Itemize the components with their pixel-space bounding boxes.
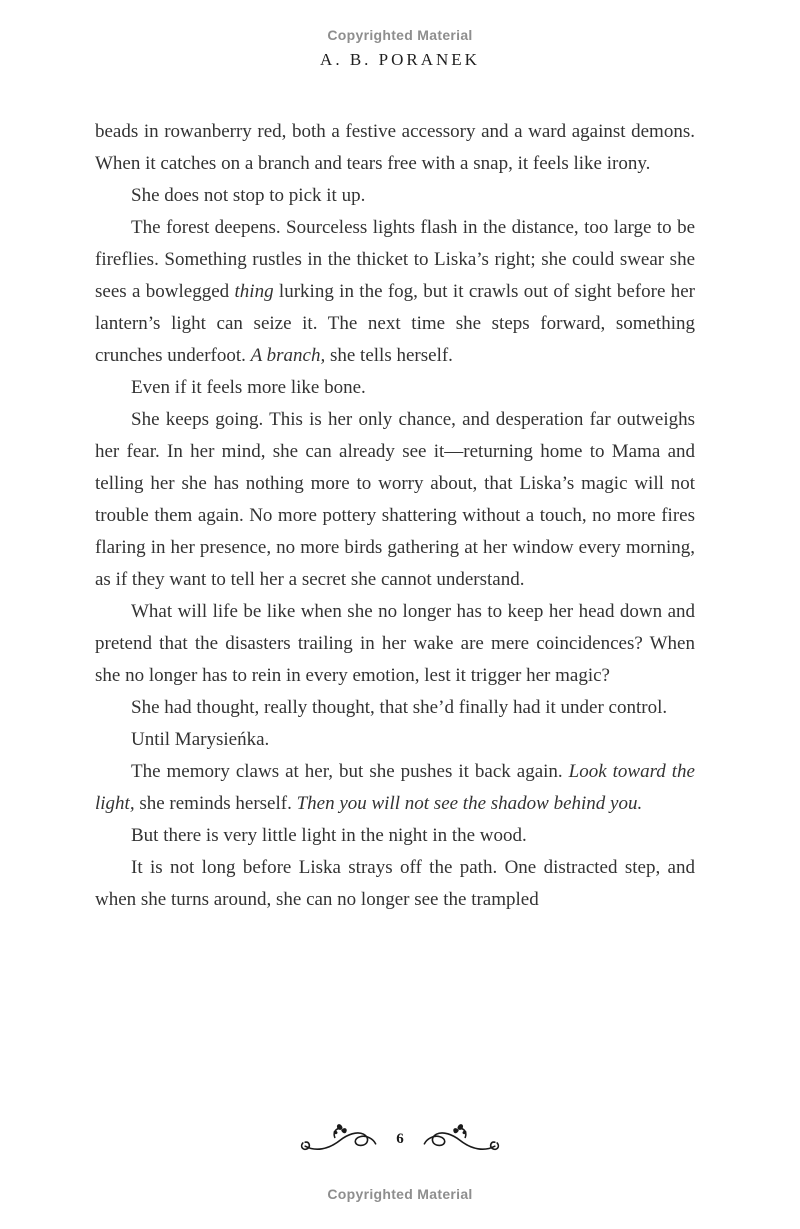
text-run: She had thought, really thought, that she’d finally had it under control. [131, 697, 668, 718]
text-run: Until Marysieńka. [131, 729, 270, 750]
author-name: A. B. PORANEK [320, 50, 480, 69]
bottom-copyright-notice: Copyrighted Material [327, 1186, 473, 1202]
text-run: lurking in the fog, but it crawls out of sight before her lantern’s light can seize it. The next time she steps forward, something crunches underfoot. [95, 281, 695, 366]
paragraph [95, 116, 695, 180]
paragraph [95, 596, 695, 692]
paragraph [95, 852, 695, 916]
text-run: She keeps going. This is her only chance, and desperation far outweighs her fear. In her mind, she can already see it—returning home to Mama and telling her she has nothing more to worry about, that Liska’s magic will not trouble them again. No more pottery shattering without a touch, no more fires flaring in her presence, no more birds gathering at her window every morning, as if they want to tell her a secret she cannot understand. [95, 409, 695, 590]
text-run: But there is very little light in the night in the wood. [131, 825, 527, 846]
text-run: beads in rowanberry red, both a festive accessory and a ward against demons. When it catches on a branch and tears free with a snap, it feels like irony. [95, 121, 695, 174]
italic-text-run: Look toward the light, [95, 761, 695, 814]
text-run: she reminds herself. [134, 793, 297, 814]
text-run: Even if it feels more like bone. [131, 377, 366, 398]
paragraph [95, 404, 695, 596]
page-number: 6 [396, 1130, 404, 1147]
footer-ornament [0, 1122, 800, 1156]
text-run: What will life be like when she no longer has to keep her head down and pretend that the disasters trailing in her wake are mere coincidences? When she no longer has to rein in every emotion, lest it trigger her magic? [95, 601, 695, 686]
paragraph [95, 372, 695, 404]
italic-text-run: thing [234, 281, 274, 302]
text-run: The memory claws at her, but she pushes it back again. [131, 761, 569, 782]
text-run: The forest deepens. Sourceless lights flash in the distance, too large to be fireflies. Something rustles in the thicket to Liska’s right; she could swear she sees a bowlegged [95, 217, 695, 302]
paragraph [95, 212, 695, 372]
paragraph [95, 724, 695, 756]
flourish-right-icon [422, 1122, 502, 1156]
paragraph [95, 180, 695, 212]
flourish-left-icon [298, 1122, 378, 1156]
paragraph [95, 756, 695, 820]
text-run: she tells herself. [325, 345, 453, 366]
top-copyright-notice: Copyrighted Material [327, 27, 473, 43]
italic-text-run: A branch, [250, 345, 326, 366]
page-body [95, 116, 695, 916]
text-run: She does not stop to pick it up. [131, 185, 366, 206]
paragraph [95, 692, 695, 724]
text-run: It is not long before Liska strays off the path. One distracted step, and when she turns around, she can no longer see the trampled [95, 857, 695, 910]
paragraph [95, 820, 695, 852]
italic-text-run: Then you will not see the shadow behind you. [296, 793, 643, 814]
